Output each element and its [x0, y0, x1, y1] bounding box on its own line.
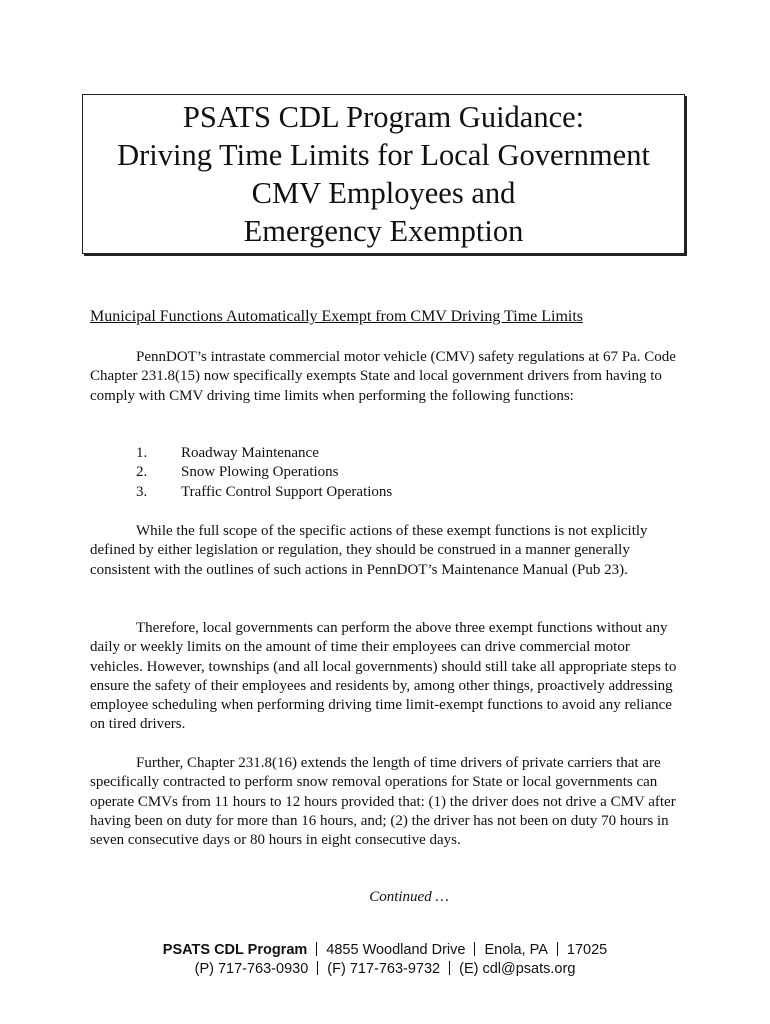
title-line: Emergency Exemption	[243, 214, 524, 248]
list-item-number: 1.	[136, 445, 148, 461]
list-item	[136, 463, 392, 482]
list-item	[136, 483, 392, 502]
list-item-number: 3.	[136, 483, 148, 500]
footer-email[interactable]: (E) cdl@psats.org	[459, 961, 576, 977]
separator	[317, 961, 318, 975]
further-paragraph: Further, Chapter 231.8(16) extends the length of time drivers of private carriers that are specifically contracted to perform snow removal operations for State or local governments can operate CMVs from 11 hours to 12 hours provided that: (1) the driver does not drive a CMV after having been on duty for more than 16 hours, and; (2) the driver has not been on duty 70 hours in seven consecutive days or 80 hours in eight consecutive days.	[90, 755, 676, 849]
separator	[449, 961, 450, 975]
footer-city: Enola, PA	[484, 942, 548, 958]
title-line: Driving Time Limits for Local Government	[117, 138, 650, 172]
exempt-functions-list	[136, 444, 392, 502]
title-box	[82, 94, 685, 254]
therefore-paragraph: Therefore, local governments can perform the above three exempt functions without any daily or weekly limits on the amount of time their employees can drive commercial motor vehicles. However, townships (and all local governments) should still take all appropriate steps to ensure the safety of their employees and residents by, among other things, proactively addressing employee scheduling when performing driving time limit-exempt functions to avoid any reliance on tired drivers.	[90, 620, 677, 733]
footer-program: PSATS CDL Program	[162, 942, 308, 958]
footer-address: 4855 Woodland Drive	[326, 942, 466, 958]
footer-zip: 17025	[566, 942, 608, 958]
footer-fax: (F) 717-763-9732	[327, 961, 441, 977]
footer	[0, 941, 770, 979]
separator	[474, 942, 475, 956]
list-item-label: Snow Plowing Operations	[181, 464, 339, 481]
title-line: CMV Employees and	[251, 176, 516, 210]
list-item-number: 2.	[136, 464, 148, 481]
list-item	[136, 444, 392, 463]
footer-phone: (P) 717-763-0930	[194, 961, 309, 977]
footer-line-2	[0, 960, 770, 979]
intro-paragraph: PennDOT’s intrastate commercial motor vehicle (CMV) safety regulations at 67 Pa. Code Chapter 231.8(15) now specifically exempts State and local government drivers from having to comply with CMV driving time limits when performing the following functions:	[90, 349, 676, 404]
list-item-label: Roadway Maintenance	[181, 445, 319, 461]
section-heading: Municipal Functions Automatically Exempt from CMV Driving Time Limits	[90, 308, 584, 325]
title-line: PSATS CDL Program Guidance:	[182, 100, 585, 134]
footer-line-1	[0, 941, 770, 960]
separator	[316, 942, 317, 956]
separator	[557, 942, 558, 956]
scope-paragraph: While the full scope of the specific actions of these exempt functions is not explicitly defined by either legislation or regulation, they should be construed in a manner generally consistent with the outlines of such actions in PennDOT’s Maintenance Manual (Pub 23).	[90, 523, 648, 578]
continued-note: Continued …	[369, 889, 449, 905]
list-item-label: Traffic Control Support Operations	[181, 483, 393, 500]
